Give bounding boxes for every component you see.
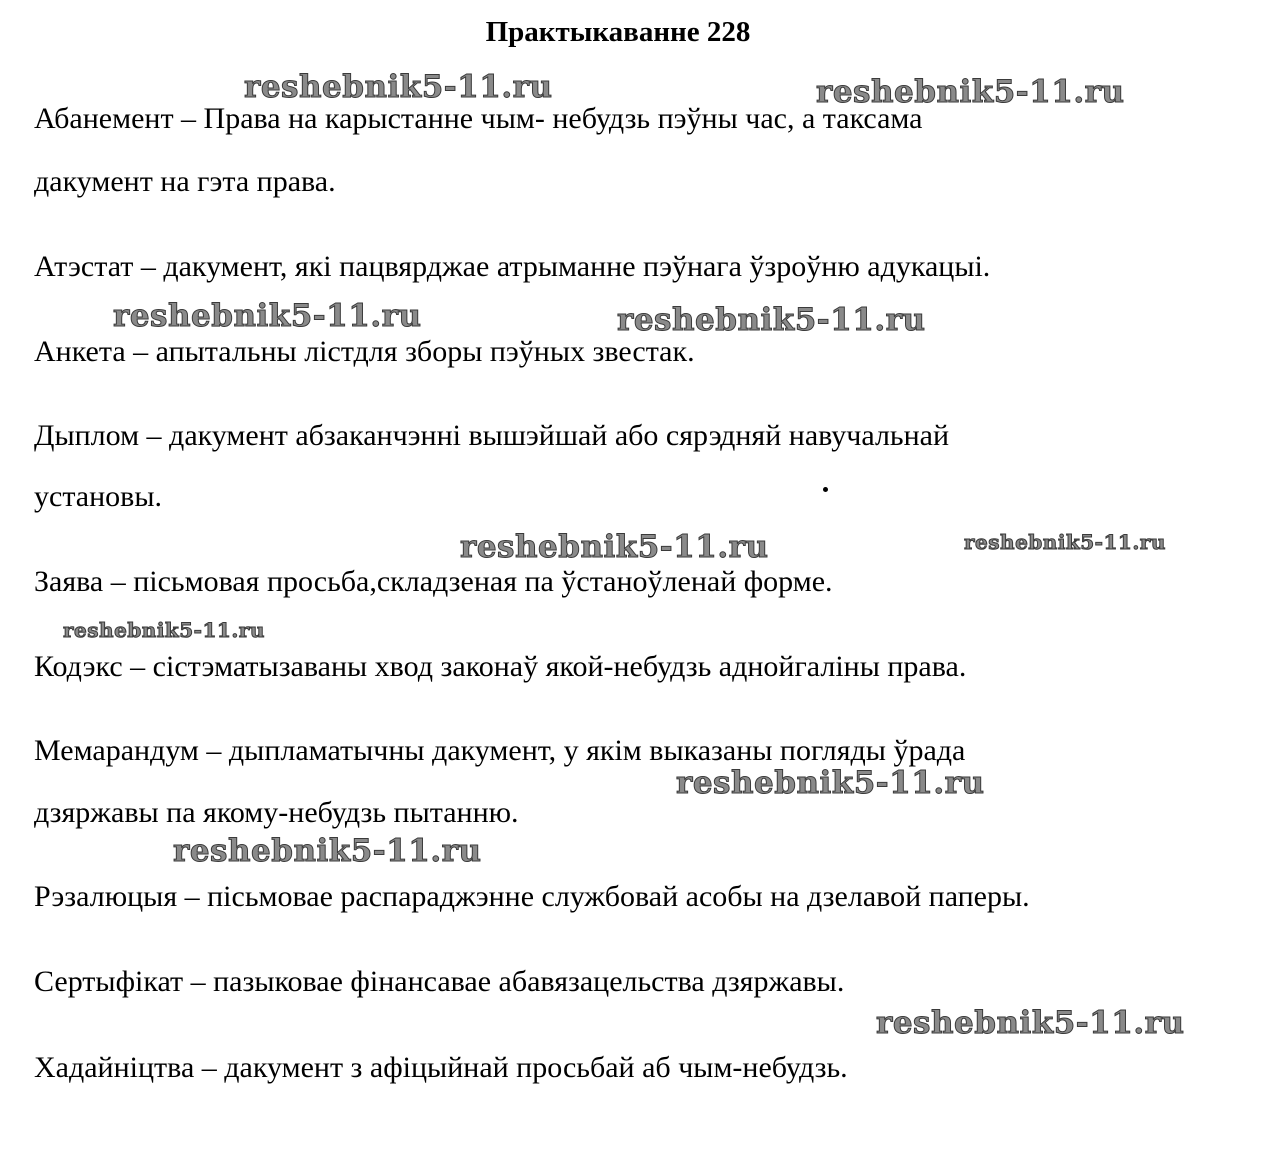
watermark-text: reshebnik5-11.ru — [816, 74, 1125, 110]
page-title: Практыкаванне 228 — [485, 16, 751, 48]
definition-dyplom-cont: установы. — [34, 480, 162, 513]
watermark-text: reshebnik5-11.ru — [876, 1005, 1185, 1041]
watermark-text: reshebnik5-11.ru — [460, 529, 769, 565]
definition-abanement: Абанемент – Права на карыстанне чым- небудзь пэўны час, а таксама — [34, 102, 923, 135]
watermark-text: reshebnik5-11.ru — [676, 765, 985, 801]
definition-abanement-cont: дакумент на гэта права. — [34, 165, 336, 198]
stray-dot — [823, 487, 828, 492]
watermark-text: reshebnik5-11.ru — [173, 833, 482, 869]
definition-khadajnictva: Хадайніцтва – дакумент з афіцыйнай просьбай аб чым-небудзь. — [34, 1051, 848, 1084]
watermark-text: reshebnik5-11.ru — [63, 618, 265, 642]
definition-atestat: Атэстат – дакумент, які пацвярджае атрыманне пэўнага ўзроўню адукацыі. — [34, 250, 991, 283]
definition-anketa: Анкета – апытальны лістдля зборы пэўных звестак. — [34, 335, 695, 368]
definition-sertyfikat: Сертыфікат – пазыковае фінансавае абавязацельства дзяржавы. — [34, 965, 845, 998]
definition-kodeks: Кодэкс – сістэматызаваны хвод законаў якой-небудзь аднойгаліны права. — [34, 650, 967, 683]
definition-dyplom: Дыплом – дакумент абзаканчэнні вышэйшай або сярэдняй навучальнай — [34, 419, 950, 452]
watermark-text: reshebnik5-11.ru — [964, 530, 1166, 554]
definition-memarandum: Мемарандум – дыпламатычны дакумент, у якім выказаны погляды ўрада — [34, 734, 966, 767]
definition-rezaliucyja: Рэзалюцыя – пісьмовае распараджэнне службовай асобы на дзелавой паперы. — [34, 880, 1030, 913]
watermark-text: reshebnik5-11.ru — [617, 302, 926, 338]
watermark-text: reshebnik5-11.ru — [244, 69, 553, 105]
definition-zajava: Заява – пісьмовая просьба,складзеная па ўстаноўленай форме. — [34, 565, 833, 598]
definition-memarandum-cont: дзяржавы па якому-небудзь пытанню. — [34, 796, 519, 829]
watermark-text: reshebnik5-11.ru — [113, 298, 422, 334]
